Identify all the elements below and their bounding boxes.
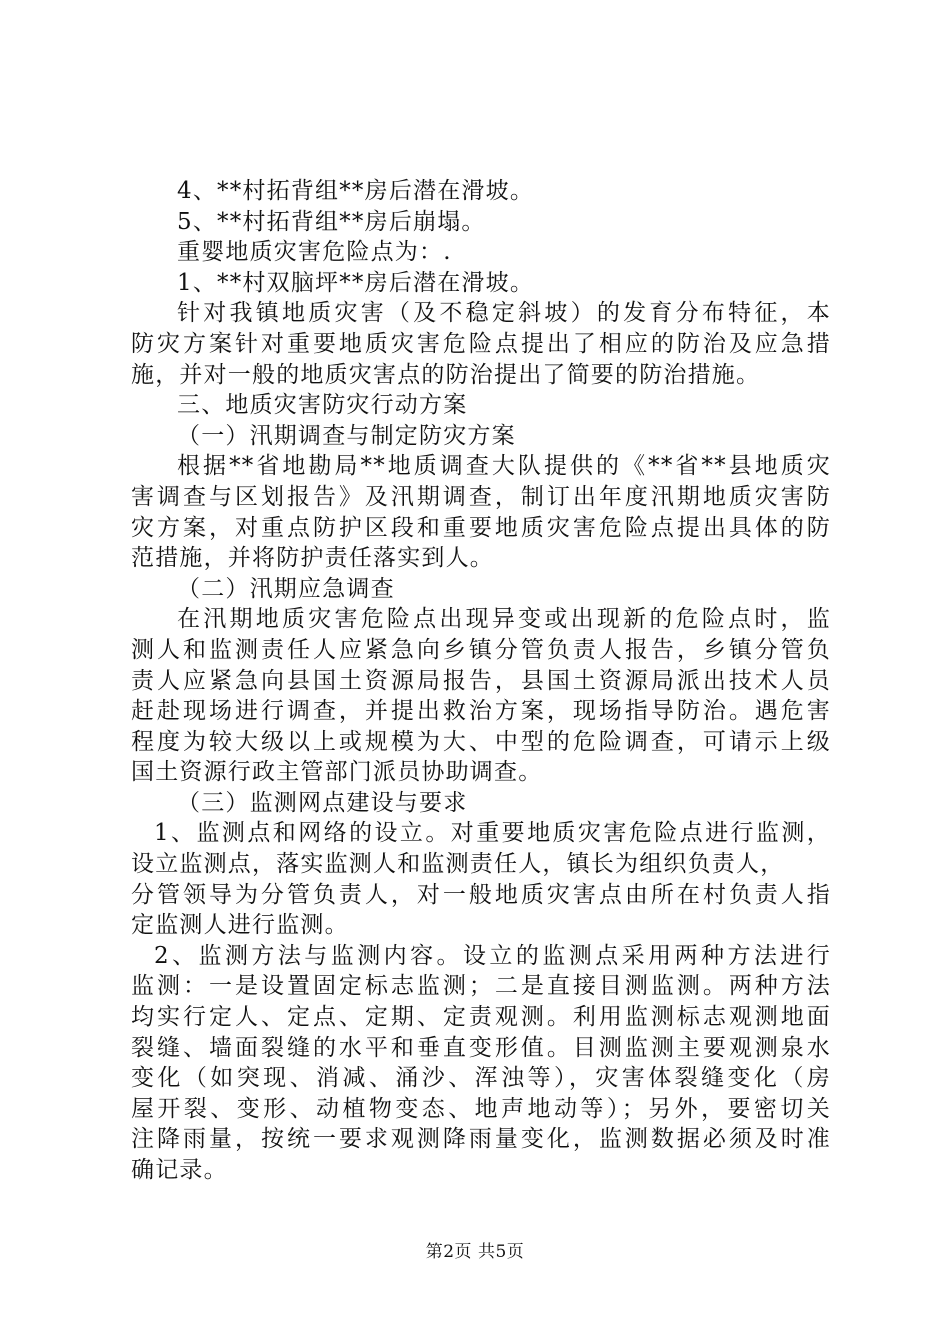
text-line: 重婴地质灾害危险点为：.	[177, 239, 452, 266]
text-line: 裂缝、墙面裂缝的水平和垂直变形值。目测监测主要观测泉水	[131, 1034, 831, 1061]
text-line: 确记录。	[131, 1157, 228, 1183]
text-line: 赶赴现场进行调查，并提出救治方案，现场指导防治。遇危害	[131, 698, 831, 725]
text-line: 程度为较大级以上或规模为大、中型的危险调查，可请示上级	[131, 728, 831, 755]
text-line: 1、监测点和网络的设立。对重要地质灾害危险点进行监测，	[154, 820, 831, 847]
text-line: 针对我镇地质灾害（及不稳定斜坡）的发育分布特征，本	[177, 300, 831, 327]
text-line: 2、监测方法与监测内容。设立的监测点采用两种方法进行	[154, 942, 831, 969]
text-line: 害调查与区划报告》及汛期调查，制订出年度汛期地质灾害防	[131, 483, 831, 510]
page-number-footer: 第2页 共5页	[425, 1242, 525, 1262]
text-line: 分管领导为分管负责人，对一般地质灾害点由所在村负责人指	[131, 881, 831, 908]
text-line: 责人应紧急向县国土资源局报告，县国土资源局派出技术人员	[131, 667, 831, 694]
section-heading: 三、地质灾害防灾行动方案	[177, 392, 468, 419]
subsection-heading: （二）汛期应急调查	[177, 575, 395, 602]
text-line: 监测：一是设置固定标志监测；二是直接目测监测。两种方法	[131, 973, 831, 1000]
document-body	[131, 176, 831, 1186]
text-line: 在汛期地质灾害危险点出现异变或出现新的危险点时，监	[177, 606, 831, 633]
text-line: 屋开裂、变形、动植物变态、地声地动等）；另外，要密切关	[131, 1095, 831, 1122]
text-line: 灾方案，对重点防护区段和重要地质灾害危险点提出具体的防	[131, 514, 831, 541]
text-line: 变化（如突现、消减、涌沙、浑浊等），灾害体裂缝变化（房	[131, 1065, 831, 1092]
text-line: 范措施，并将防护责任落实到人。	[131, 545, 494, 572]
text-line: 5、**村拓背组**房后崩塌。	[177, 208, 486, 235]
text-line: 防灾方案针对重要地质灾害危险点提出了相应的防治及应急措	[131, 330, 831, 357]
subsection-heading: （三）监测网点建设与要求	[177, 789, 468, 816]
text-line: 施，并对一般的地质灾害点的防治提出了简要的防治措施。	[131, 361, 761, 388]
text-line: 4、**村拓背组**房后潜在滑坡。	[177, 178, 535, 204]
text-line: 国土资源行政主管部门派员协助调查。	[131, 759, 543, 786]
text-line: 1、**村双脑坪**房后潜在滑坡。	[177, 269, 535, 296]
text-line: 定监测人进行监测。	[131, 912, 349, 939]
text-line: 设立监测点，落实监测人和监测责任人，镇长为组织负责人，	[131, 851, 785, 878]
subsection-heading: （一）汛期调查与制定防灾方案	[177, 422, 516, 449]
text-line: 测人和监测责任人应紧急向乡镇分管负责人报告，乡镇分管负	[131, 636, 831, 663]
text-line: 均实行定人、定点、定期、定责观测。利用监测标志观测地面	[131, 1004, 831, 1031]
text-line: 根据**省地勘局**地质调查大队提供的《**省**县地质灾	[177, 453, 831, 480]
text-line: 注降雨量，按统一要求观测降雨量变化，监测数据必须及时准	[131, 1126, 831, 1153]
